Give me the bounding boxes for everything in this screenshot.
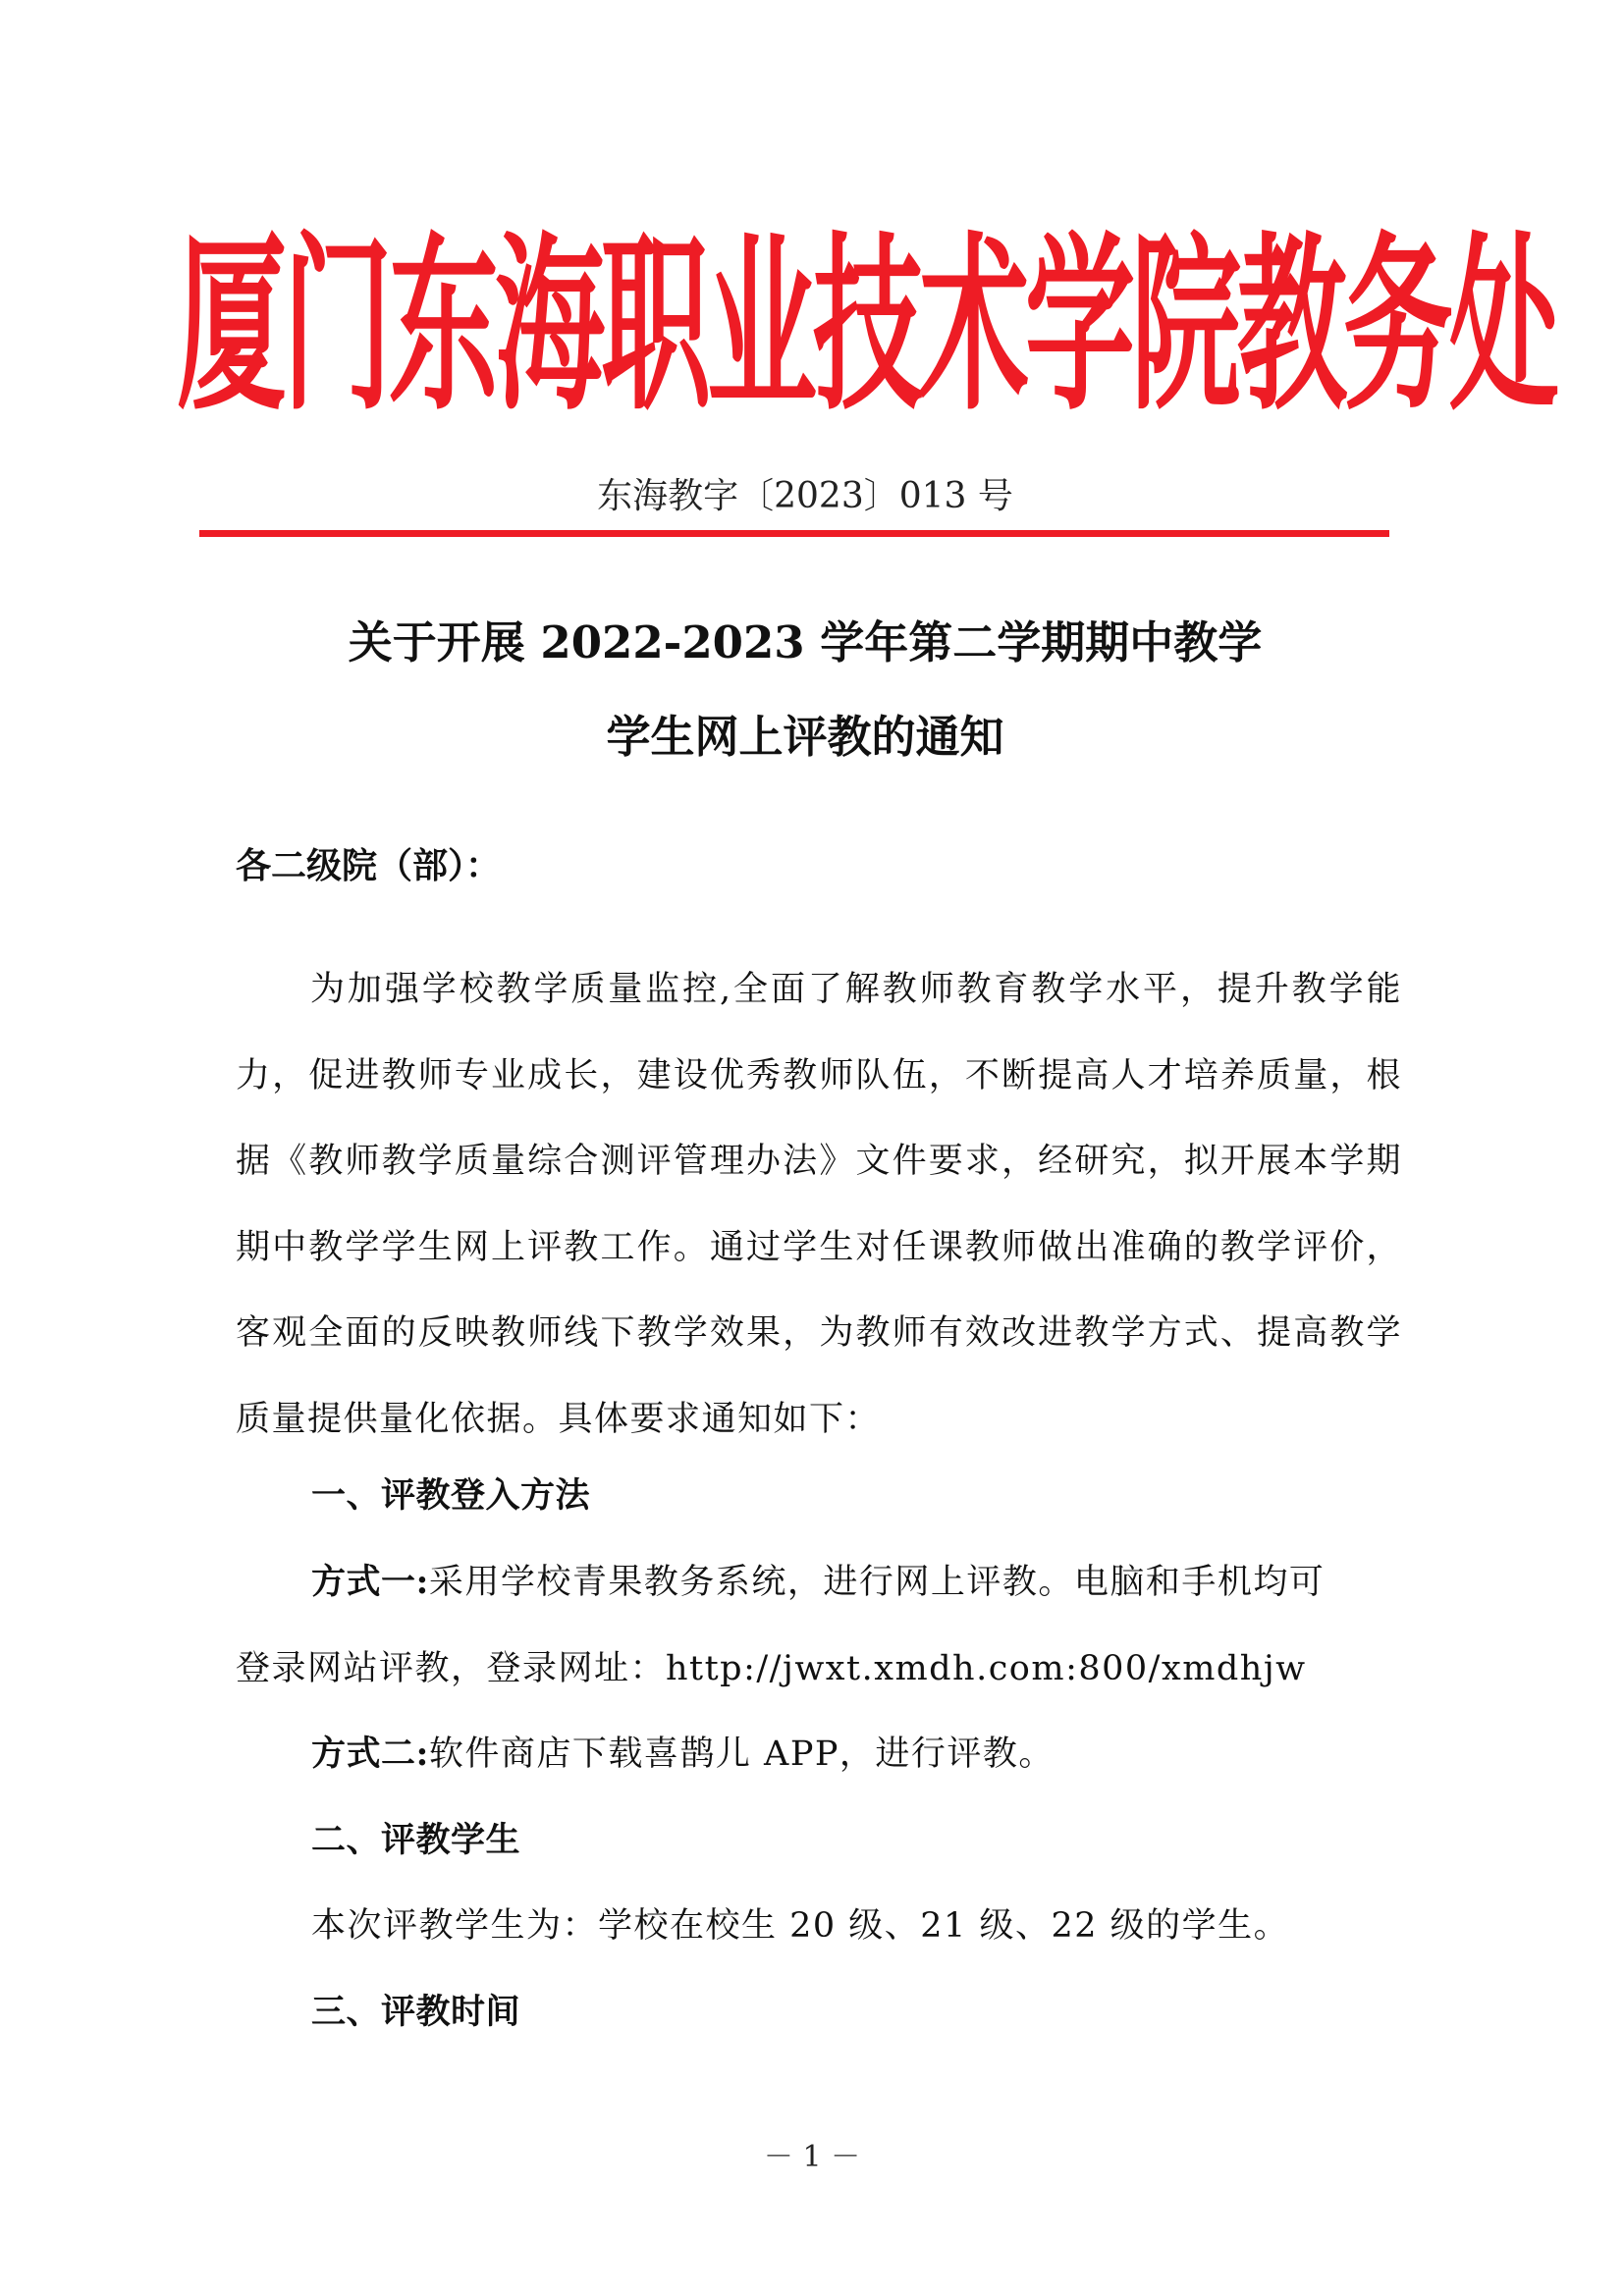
login-url: http://jwxt.xmdh.com:800/xmdhjw (666, 1649, 1307, 1688)
method-1-line (311, 1553, 1325, 1612)
method-1-continuation (236, 1639, 1307, 1698)
method-2-label: 方式二: (311, 1734, 429, 1774)
notice-title-line-2: 学生网上评教的通知 (606, 711, 1004, 763)
document-number: 东海教字〔2023〕013 号 (597, 476, 1013, 516)
addressee: 各二级院（部）： (236, 845, 502, 886)
red-divider-rule (199, 530, 1389, 537)
intro-paragraph: 为加强学校教学质量监控,全面了解教师教育教学水平，提升教学能力，促进教师专业成长，建设优秀教师队伍，不断提高人才培养质量，根据《教师教学质量综合测评管理办法》文件要求，经研究，拟开展本学期期中教学学生网上评教工作。通过学生对任课教师做出准确的教学评价，客观全面的反映教师线下教学效果，为教师有效改进教学方式、提高教学质量提供量化依据。具体要求通知如下： (236, 970, 1402, 1439)
login-url-prefix: 登录网站评教，登录网址： (236, 1649, 667, 1688)
method-2-line (311, 1725, 1055, 1784)
section-2-heading: 二、评教学生 (311, 1820, 521, 1860)
page-number: － 1 － (763, 2140, 861, 2174)
method-1-text: 采用学校青果教务系统，进行网上评教。电脑和手机均可 (428, 1563, 1326, 1602)
section-1-heading: 一、评教登入方法 (311, 1475, 591, 1516)
notice-title-line-1: 关于开展 2022-2023 学年第二学期期中教学 (348, 616, 1263, 668)
masthead-org-name: 厦门东海职业技术学院教务处 (177, 217, 1555, 437)
section-2-text: 本次评教学生为：学校在校生 20 级、21 级、22 级的学生。 (311, 1906, 1290, 1946)
method-1-label: 方式一: (311, 1562, 429, 1602)
method-2-text: 软件商店下载喜鹊儿 APP，进行评教。 (428, 1735, 1055, 1774)
section-3-heading: 三、评教时间 (311, 1992, 521, 2032)
